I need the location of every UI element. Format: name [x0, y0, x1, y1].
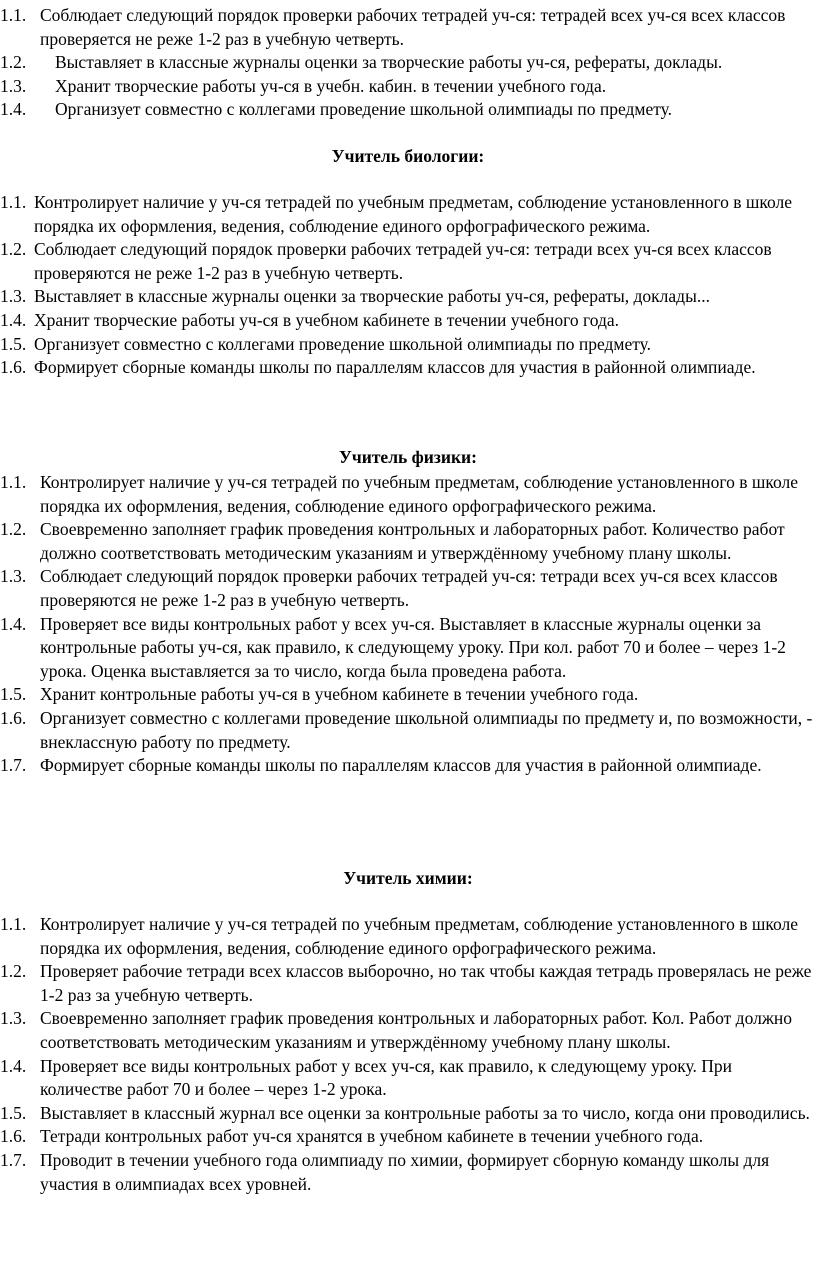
item-text: Выставляет в классные журналы оценки за творческие работы уч-ся, рефераты, доклады...	[34, 286, 710, 307]
item-number: 1.5.	[0, 1102, 27, 1123]
item-text: Формирует сборные команды школы по параллелям классов для участия в районной олимпиаде.	[40, 755, 762, 776]
list-item	[0, 471, 816, 518]
item-number: 1.4.	[0, 1055, 27, 1076]
item-number: 1.1.	[0, 914, 27, 934]
list-item	[0, 98, 816, 122]
list-item	[0, 1149, 816, 1196]
list-item	[0, 1125, 816, 1149]
item-text: Тетради контрольных работ уч-ся хранятся в учебном кабинете в течении учебного года.	[40, 1126, 704, 1147]
item-text: Соблюдает следующий порядок проверки рабочих тетрадей уч-ся: тетрадей всех уч-ся всех классов проверяется не реже 1-2 раз в учебную четверть.	[40, 5, 786, 49]
list-item	[0, 913, 816, 960]
list-item	[0, 75, 816, 99]
item-text: Контролирует наличие у уч-ся тетрадей по учебным предметам, соблюдение установленного в школе порядка их оформления, ведения, соблюдение единого орфографического режима.	[34, 192, 793, 236]
item-text: Своевременно заполняет график проведения контрольных и лабораторных работ. Количество работ должно соответствовать методическим указаниям и утверждённому учебному плану школы.	[40, 519, 785, 563]
list-item	[0, 356, 816, 380]
item-number: 1.3.	[0, 75, 27, 96]
item-text: Организует совместно с коллегами проведение школьной олимпиады по предмету и, по возможности, - внеклассную работу по предмету.	[40, 707, 813, 752]
item-number: 1.2.	[0, 239, 27, 260]
item-text: Формирует сборные команды школы по параллелям классов для участия в районной олимпиаде.	[34, 357, 756, 378]
list-item	[0, 4, 816, 51]
biology-list	[0, 191, 816, 380]
item-number: 1.4.	[0, 613, 27, 634]
list-item	[0, 518, 816, 565]
list-item	[0, 285, 816, 309]
item-text: Проверяет все виды контрольных работ у всех уч-ся, как правило, к следующему уроку. При количестве работ 70 и более – через 1-2 урока.	[40, 1055, 732, 1100]
list-item	[0, 1102, 816, 1126]
item-number: 1.2.	[0, 961, 27, 982]
section-heading-biology: Учитель биологии:	[331, 146, 485, 166]
item-text: Контролирует наличие у уч-ся тетрадей по учебным предметам, соблюдение установленного в школе порядка их оформления, ведения, соблюдение единого орфографического режима.	[40, 472, 799, 516]
item-number: 1.7.	[0, 1149, 27, 1170]
item-number: 1.2.	[0, 52, 27, 73]
chemistry-list	[0, 913, 816, 1196]
item-number: 1.6.	[0, 707, 27, 728]
item-text: Выставляет в классные журналы оценки за творческие работы уч-ся, рефераты, доклады.	[55, 52, 723, 73]
item-text: Выставляет в классный журнал все оценки за контрольные работы за то число, когда они проводились.	[40, 1102, 810, 1123]
list-item	[0, 238, 816, 285]
item-number: 1.4.	[0, 99, 27, 120]
section-heading-chemistry: Учитель химии:	[343, 868, 473, 888]
item-number: 1.5.	[0, 333, 27, 354]
item-number: 1.6.	[0, 357, 27, 378]
item-number: 1.3.	[0, 286, 27, 307]
section-heading-physics: Учитель физики:	[339, 447, 477, 467]
list-item	[0, 960, 816, 1007]
item-text: Контролирует наличие у уч-ся тетрадей по учебным предметам, соблюдение установленного в школе порядка их оформления, ведения, соблюдение единого орфографического режима.	[40, 914, 799, 958]
item-number: 1.5.	[0, 684, 27, 705]
item-text: Организует совместно с коллегами проведение школьной олимпиады по предмету.	[55, 99, 673, 120]
list-item	[0, 51, 816, 75]
item-text: Организует совместно с коллегами проведение школьной олимпиады по предмету.	[34, 333, 652, 354]
list-item	[0, 333, 816, 357]
item-number: 1.3.	[0, 566, 27, 587]
item-number: 1.2.	[0, 519, 27, 540]
item-number: 1.1.	[0, 5, 27, 25]
item-number: 1.1.	[0, 192, 27, 212]
physics-list	[0, 471, 816, 778]
item-number: 1.3.	[0, 1008, 27, 1029]
item-text: Проверяет все виды контрольных работ у всех уч-ся. Выставляет в классные журналы оценки за контрольные работы уч-ся, как правило, к следующему уроку. При кол. работ 70 и более – через 1-2 урока. Оценка выставляется за то число, когда была проведена работа.	[40, 613, 786, 681]
item-text: Проверяет рабочие тетради всех классов выборочно, но так чтобы каждая тетрадь проверялась не реже 1-2 раз за учебную четверть.	[40, 961, 812, 1005]
list-item	[0, 1055, 816, 1102]
item-text: Хранит контрольные работы уч-ся в учебном кабинете в течении учебного года.	[40, 684, 639, 705]
intro-list	[0, 4, 816, 122]
item-number: 1.4.	[0, 309, 27, 330]
item-text: Проводит в течении учебного года олимпиаду по химии, формирует сборную команду школы для участия в олимпиадах всех уровней.	[40, 1149, 770, 1194]
list-item	[0, 309, 816, 333]
list-item	[0, 707, 816, 754]
item-text: Хранит творческие работы уч-ся в учебном кабинете в течении учебного года.	[34, 309, 620, 330]
item-text: Соблюдает следующий порядок проверки рабочих тетрадей уч-ся: тетради всех уч-ся всех классов проверяются не реже 1-2 раз в учебную четверть.	[34, 239, 772, 283]
list-item	[0, 191, 816, 238]
list-item	[0, 1007, 816, 1054]
list-item	[0, 565, 816, 612]
item-number: 1.1.	[0, 472, 27, 492]
list-item	[0, 754, 816, 778]
item-text: Хранит творческие работы уч-ся в учебн. кабин. в течении учебного года.	[55, 75, 607, 96]
item-number: 1.6.	[0, 1126, 27, 1147]
item-text: Соблюдает следующий порядок проверки рабочих тетрадей уч-ся: тетради всех уч-ся всех классов проверяются не реже 1-2 раз в учебную четверть.	[40, 566, 778, 610]
item-text: Своевременно заполняет график проведения контрольных и лабораторных работ. Кол. Работ должно соответствовать методическим указаниям и утверждённому учебному плану школы.	[40, 1008, 793, 1052]
list-item	[0, 683, 816, 707]
item-number: 1.7.	[0, 755, 27, 776]
list-item	[0, 613, 816, 684]
